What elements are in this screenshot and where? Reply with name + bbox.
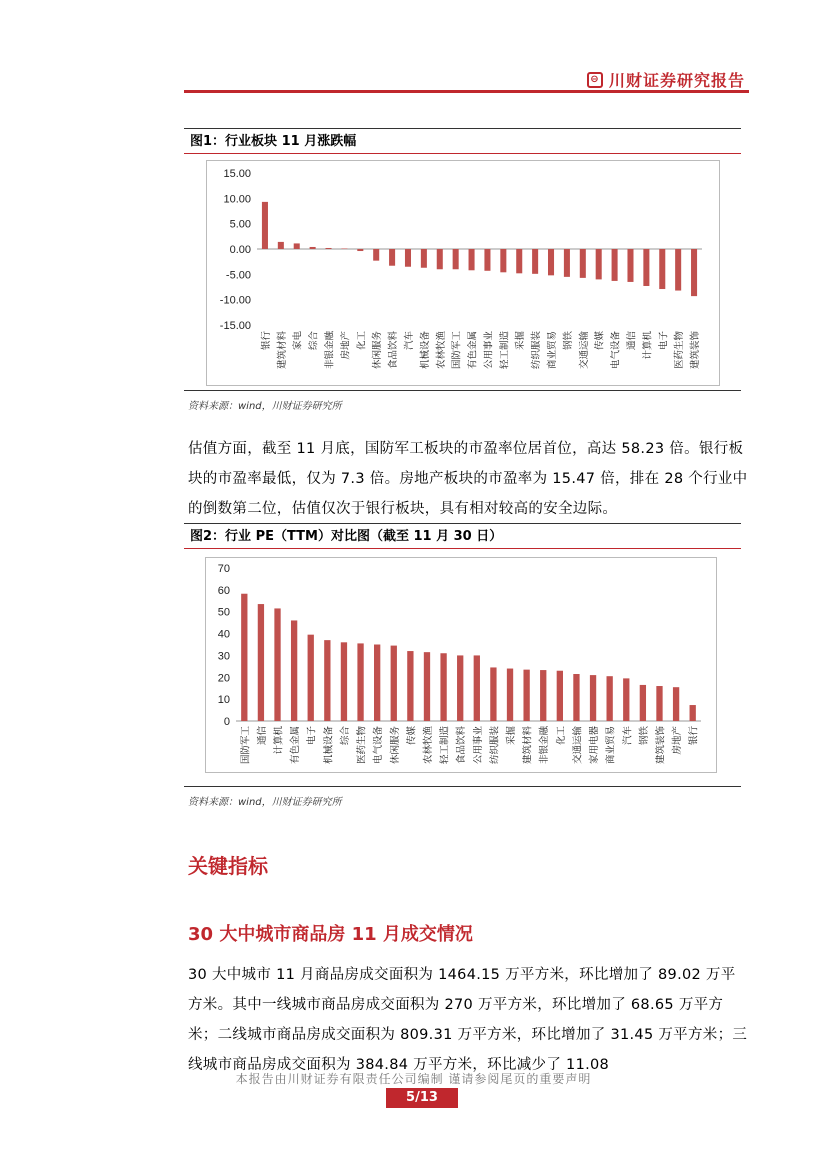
y-tick-label: 0 — [223, 716, 230, 728]
bar — [258, 604, 264, 721]
bar — [690, 705, 696, 721]
x-tick-label: 电气设备 — [610, 331, 622, 370]
brand-name: 川财证券研究报告 — [608, 71, 745, 90]
x-tick-label: 通信 — [626, 331, 638, 351]
x-tick-label: 家用电器 — [589, 726, 601, 765]
y-tick-label: 10.00 — [223, 193, 251, 206]
bar — [421, 249, 427, 268]
bar — [596, 249, 602, 279]
y-tick-label: -5.00 — [225, 269, 251, 282]
bar — [623, 678, 629, 721]
x-tick-label: 建筑材料 — [276, 331, 288, 370]
x-tick-label: 传媒 — [594, 331, 606, 351]
bar — [308, 635, 314, 721]
x-tick-label: 化工 — [555, 726, 567, 746]
x-tick-label: 银行 — [688, 726, 700, 746]
x-tick-label: 休闲服务 — [372, 331, 384, 370]
x-tick-label: 商业贸易 — [547, 331, 559, 370]
x-tick-label: 有色金属 — [467, 331, 479, 370]
section-heading: 关键指标 — [188, 854, 268, 878]
bar — [407, 651, 413, 721]
x-tick-label: 综合 — [339, 726, 351, 746]
bar — [640, 685, 646, 721]
x-tick-label: 非银金融 — [539, 726, 551, 765]
bar — [469, 249, 475, 270]
page-number: 5/13 — [386, 1088, 458, 1108]
sub-heading: 30 大中城市商品房 11 月成交情况 — [188, 924, 473, 945]
figure1-source: 资料来源：wind，川财证券研究所 — [188, 401, 342, 412]
x-tick-label: 公用事业 — [472, 726, 484, 765]
y-tick-label: 30 — [217, 650, 230, 663]
y-tick-label: 40 — [217, 628, 230, 641]
bar — [457, 655, 463, 721]
bar — [325, 248, 331, 249]
footer-disclaimer: 本报告由川财证券有限责任公司编制 谨请参阅尾页的重要声明 — [235, 1072, 592, 1086]
bar — [507, 669, 513, 721]
brand-logo-icon: ⊖ — [587, 72, 603, 88]
bar — [262, 202, 268, 249]
y-tick-label: 15.00 — [223, 168, 251, 180]
bar — [424, 652, 430, 721]
bar — [673, 687, 679, 721]
x-tick-label: 机械设备 — [323, 726, 335, 765]
x-tick-label: 家电 — [292, 331, 304, 351]
bar — [405, 249, 411, 267]
bar — [675, 249, 681, 291]
bar — [691, 249, 697, 296]
x-tick-label: 建筑装饰 — [655, 726, 667, 765]
x-tick-label: 食品饮料 — [456, 726, 468, 765]
x-tick-label: 机械设备 — [419, 331, 431, 370]
bar — [627, 249, 633, 282]
bar — [484, 249, 490, 271]
bar — [437, 249, 443, 269]
x-tick-label: 医药生物 — [356, 726, 368, 765]
bar — [341, 248, 347, 249]
x-tick-label: 商业贸易 — [605, 726, 617, 765]
bar — [590, 675, 596, 721]
y-tick-label: 0.00 — [229, 244, 251, 256]
bar — [391, 646, 397, 721]
bar — [656, 686, 662, 721]
bar — [374, 645, 380, 722]
figure1-chart — [206, 160, 720, 386]
y-tick-label: 5.00 — [229, 218, 251, 231]
x-tick-label: 化工 — [356, 331, 368, 351]
x-tick-label: 综合 — [308, 331, 320, 351]
y-tick-label: 60 — [217, 584, 230, 597]
bar — [573, 674, 579, 721]
x-tick-label: 医药生物 — [674, 331, 686, 370]
x-tick-label: 有色金属 — [290, 726, 302, 765]
x-tick-label: 钢铁 — [638, 726, 650, 746]
header-rule — [184, 90, 749, 93]
x-tick-label: 非银金融 — [324, 331, 336, 370]
bar — [310, 247, 316, 249]
x-tick-label: 建筑材料 — [522, 726, 534, 765]
bar — [580, 249, 586, 278]
figure1-bottom-rule — [184, 390, 741, 391]
x-tick-label: 电子 — [658, 331, 670, 351]
bar — [548, 249, 554, 275]
header-brand — [587, 68, 745, 91]
x-tick-label: 银行 — [260, 331, 272, 351]
bar — [341, 642, 347, 721]
bar — [324, 640, 330, 721]
x-tick-label: 纺织服装 — [531, 331, 543, 370]
bar — [500, 249, 506, 272]
bar — [241, 594, 247, 721]
x-tick-label: 汽车 — [622, 726, 634, 746]
x-tick-label: 公用事业 — [483, 331, 495, 370]
bar — [357, 643, 363, 721]
figure2-svg — [206, 558, 716, 772]
x-tick-label: 房地产 — [340, 331, 352, 360]
x-tick-label: 汽车 — [403, 331, 415, 351]
figure1-title: 图1：行业板块 11 月涨跌幅 — [184, 128, 741, 154]
x-tick-label: 农林牧渔 — [435, 331, 447, 370]
bar — [440, 653, 446, 721]
x-tick-label: 轻工制造 — [499, 331, 511, 370]
bar — [607, 676, 613, 721]
y-tick-label: -10.00 — [219, 294, 251, 307]
x-tick-label: 房地产 — [672, 726, 684, 755]
bar — [540, 670, 546, 721]
x-tick-label: 交通运输 — [572, 726, 584, 765]
x-tick-label: 食品饮料 — [388, 331, 400, 370]
x-tick-label: 电气设备 — [373, 726, 385, 765]
bar — [643, 249, 649, 286]
x-tick-label: 采掘 — [506, 726, 518, 746]
bar — [291, 620, 297, 721]
figure2-chart — [205, 557, 717, 773]
bar — [659, 249, 665, 289]
y-tick-label: 10 — [217, 694, 230, 707]
x-tick-label: 休闲服务 — [389, 726, 401, 765]
bar — [490, 667, 496, 721]
bar — [516, 249, 522, 273]
bar — [294, 243, 300, 249]
bar — [373, 249, 379, 261]
x-tick-label: 轻工制造 — [439, 726, 451, 765]
x-tick-label: 纺织服装 — [489, 726, 501, 765]
bar — [557, 671, 563, 721]
transactions-paragraph: 30 大中城市 11 月商品房成交面积为 1464.15 万平方米，环比增加了 89.02 万平方米。其中一线城市商品房成交面积为 270 万平方米，环比增加了 68.65 万平方米；二线城市商品房成交面积为 809.31 万平方米，环比增加了 31.45 万平方米；三线城市商品房成交面积为 384.84 万平方米，环比减少了 11.08 — [188, 967, 748, 1073]
x-tick-label: 计算机 — [273, 726, 285, 755]
bar — [389, 249, 395, 266]
y-tick-label: 20 — [217, 672, 230, 685]
x-tick-label: 交通运输 — [578, 331, 590, 370]
figure2-source: 资料来源：wind，川财证券研究所 — [188, 797, 342, 808]
bar — [278, 242, 284, 249]
figure2-bottom-rule — [184, 786, 741, 787]
x-tick-label: 计算机 — [642, 331, 654, 360]
y-tick-label: -15.00 — [219, 320, 251, 332]
x-tick-label: 钢铁 — [562, 331, 574, 351]
valuation-paragraph: 估值方面，截至 11 月底，国防军工板块的市盈率位居首位，高达 58.23 倍。银行板块的市盈率最低，仅为 7.3 倍。房地产板块的市盈率为 15.47 倍，排在 28 个行业中的倒数第二位，估值仅次于银行板块，具有相对较高的安全边际。 — [188, 441, 748, 517]
bar — [274, 608, 280, 721]
x-tick-label: 农林牧渔 — [422, 726, 434, 765]
y-tick-label: 70 — [217, 563, 230, 575]
x-tick-label: 通信 — [256, 726, 268, 746]
bar — [357, 249, 363, 251]
x-tick-label: 国防军工 — [451, 331, 463, 370]
x-tick-label: 采掘 — [515, 331, 527, 351]
bar — [474, 655, 480, 721]
bar — [453, 249, 459, 269]
bar — [532, 249, 538, 274]
bar — [564, 249, 570, 277]
figure1-svg — [207, 161, 719, 385]
x-tick-label: 建筑装饰 — [690, 331, 702, 370]
bar — [523, 670, 529, 721]
y-tick-label: 50 — [217, 606, 230, 619]
x-tick-label: 国防军工 — [240, 726, 252, 765]
x-tick-label: 电子 — [306, 726, 318, 746]
bar — [612, 249, 618, 281]
figure2-title: 图2：行业 PE（TTM）对比图（截至 11 月 30 日） — [184, 523, 741, 549]
x-tick-label: 传媒 — [406, 726, 418, 746]
